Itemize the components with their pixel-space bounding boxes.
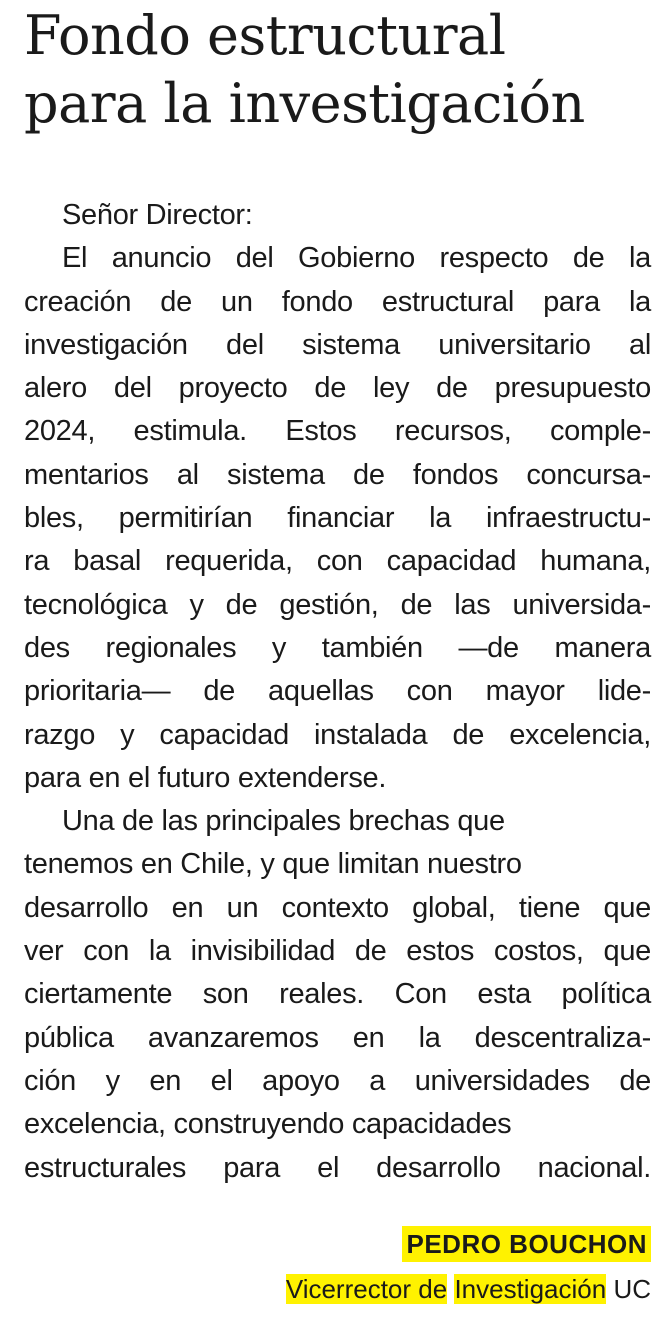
author-name: PEDRO BOUCHON	[402, 1226, 651, 1262]
body-line: ver con la invisibilidad de estos costos, que	[24, 935, 651, 968]
author-role-part-1: Vicerrector de	[285, 1274, 448, 1304]
signature	[286, 1226, 651, 1306]
body-line: ción y en el apoyo a universidades de	[24, 1064, 651, 1097]
body-line: razgo y capacidad instalada de excelencia,	[24, 718, 651, 751]
body-line: prioritaria— de aquellas con mayor lide-	[24, 675, 651, 708]
body-line: Una de las principales brechas que	[62, 805, 505, 838]
body-line: para en el futuro extenderse.	[24, 761, 387, 794]
author-role-part-2: Investigación	[454, 1274, 607, 1304]
body-line: tecnológica y de gestión, de las universida-	[24, 588, 651, 621]
body-line: ciertamente son reales. Con esta política	[24, 978, 651, 1011]
body-line: alero del proyecto de ley de presupuesto	[24, 372, 651, 405]
body-line: pública avanzaremos en la descentraliza-	[24, 1021, 651, 1054]
body-line: excelencia, construyendo capacidades	[24, 1108, 512, 1141]
author-institution: UC	[613, 1274, 651, 1304]
body-line: tenemos en Chile, y que limitan nuestro	[24, 848, 522, 881]
body-line: estructurales para el desarrollo nacional.	[24, 1151, 651, 1184]
headline	[24, 0, 651, 138]
headline-line-2: para la investigación	[24, 72, 585, 135]
body-line: mentarios al sistema de fondos concursa-	[24, 458, 651, 491]
body-line: bles, permitirían financiar la infraestructu-	[24, 502, 651, 535]
body-line: desarrollo en un contexto global, tiene que	[24, 891, 651, 924]
body-line: des regionales y también —de manera	[24, 631, 651, 664]
body-line: 2024, estimula. Estos recursos, comple-	[24, 415, 651, 448]
body-line: ra basal requerida, con capacidad humana,	[24, 545, 651, 578]
body-line: El anuncio del Gobierno respecto de la	[62, 242, 651, 275]
author-role	[286, 1272, 651, 1306]
headline-line-1: Fondo estructural	[24, 4, 506, 67]
salutation: Señor Director:	[62, 199, 253, 231]
body-line: creación de un fondo estructural para la	[24, 285, 651, 318]
body-line: investigación del sistema universitario al	[24, 328, 651, 361]
letter-body	[24, 194, 651, 1190]
